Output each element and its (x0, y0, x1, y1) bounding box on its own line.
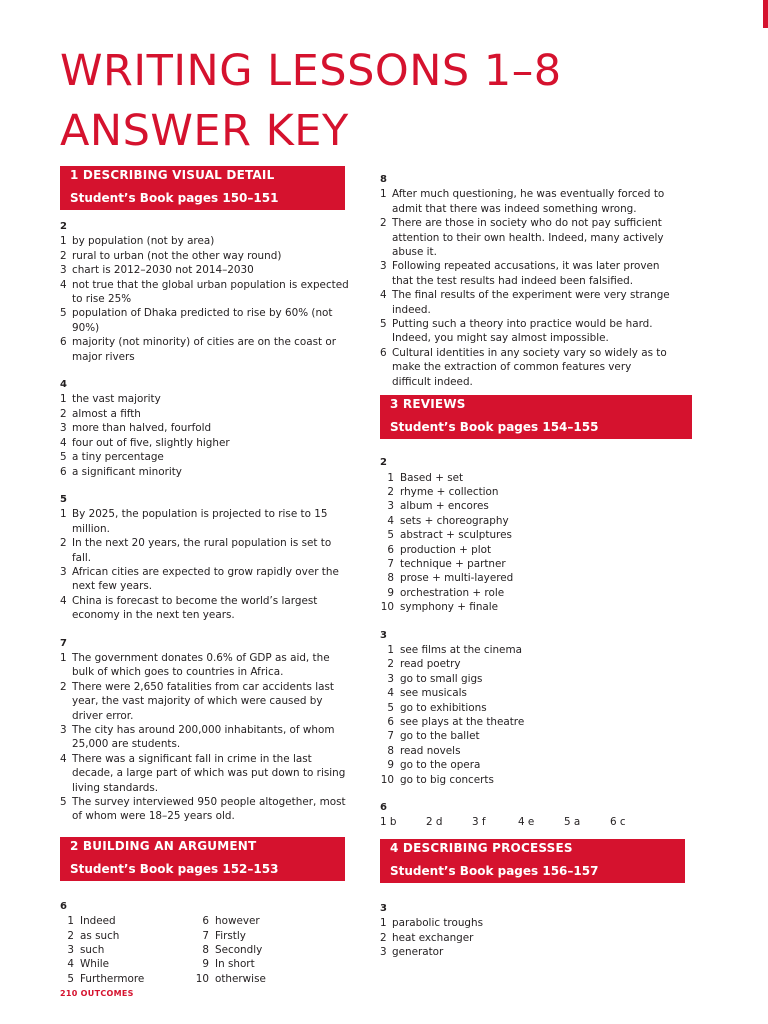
answer-number: 1 (387, 471, 394, 484)
answer-item (60, 680, 350, 723)
answer-item (60, 436, 350, 450)
answer-item (380, 758, 670, 772)
answer-number: 5 (67, 972, 74, 985)
answer-item (380, 514, 670, 528)
answer-text: go to exhibitions (400, 701, 487, 714)
answer-item (380, 715, 670, 729)
section-3-heading: 3 REVIEWS (390, 397, 466, 412)
answer-item (60, 929, 195, 943)
answer-text: orchestration + role (400, 586, 505, 599)
answer-list (60, 234, 350, 364)
answer-item (380, 216, 670, 259)
answer-item (60, 263, 350, 277)
answer-number: 5 (60, 307, 67, 320)
two-column-answers (60, 914, 350, 986)
answer-number: 3 (387, 500, 394, 513)
answer-item (60, 723, 350, 752)
answer-number: 4 (60, 594, 67, 607)
answer-text: rhyme + collection (400, 485, 499, 498)
answer-item (195, 972, 335, 986)
answer-text: By 2025, the population is projected to rise to 15 million. (72, 508, 328, 535)
page-edge-tab (763, 0, 768, 28)
answer-number: 6 (387, 543, 394, 556)
answer-number: 3 (60, 724, 67, 736)
answer-text: While (80, 958, 110, 971)
answer-text: Secondly (215, 944, 263, 957)
answer-number: 1 (67, 915, 74, 928)
answer-number: 5 (387, 701, 394, 714)
answer-item (60, 507, 350, 536)
answer-number: 1 (60, 651, 67, 664)
answer-text: Based + set (400, 471, 464, 484)
question-number: 6 (60, 900, 67, 912)
section-2-header (60, 837, 345, 881)
answer-item (380, 657, 670, 671)
question-number: 6 (380, 802, 387, 814)
answer-item (380, 346, 670, 389)
answer-item (380, 600, 670, 614)
answer-item (380, 672, 670, 686)
answer-text: generator (392, 946, 444, 959)
answer-item (380, 471, 670, 485)
answer-text: After much questioning, he was eventually forced to admit that there was indeed something wrong. (392, 188, 665, 215)
answer-text: such (80, 944, 105, 957)
answer-text: Following repeated accusations, it was later proven that the test results had indeed been falsified. (392, 260, 660, 287)
answer-item: 2 d (426, 816, 443, 829)
answer-item (380, 499, 670, 513)
answer-number: 4 (60, 436, 67, 449)
answer-number: 6 (60, 336, 67, 349)
answer-item (380, 557, 670, 571)
answer-number: 4 (60, 278, 67, 291)
answer-item (60, 795, 350, 824)
answer-text: go to the opera (400, 759, 481, 772)
answer-item (195, 943, 335, 957)
answer-item (60, 465, 350, 479)
answer-number: 4 (380, 289, 387, 302)
section-4-heading: 4 DESCRIBING PROCESSES (390, 840, 573, 855)
answer-item (60, 914, 195, 928)
answer-text: not true that the global urban population is expected to rise 25% (72, 278, 349, 306)
answer-number: 6 (387, 716, 394, 728)
answer-number: 10 (380, 773, 394, 786)
answer-number: 1 (60, 393, 67, 406)
answer-list (380, 187, 670, 389)
answer-item (380, 931, 670, 945)
answer-number: 9 (387, 586, 394, 599)
answer-text: population of Dhaka predicted to rise by 60% (not 90%) (72, 307, 333, 334)
answer-number: 4 (387, 514, 394, 527)
section-3-pages: Student’s Book pages 154–155 (390, 420, 599, 435)
question-number: 5 (60, 493, 67, 505)
answer-item (60, 407, 350, 421)
section-4-pages: Student’s Book pages 156–157 (390, 863, 599, 878)
answer-number: 2 (60, 680, 67, 693)
answer-text: China is forecast to become the world’s largest economy in the next ten years. (72, 594, 318, 622)
answer-item (195, 914, 335, 928)
answer-number: 5 (60, 796, 67, 809)
answer-number: 3 (67, 944, 74, 957)
answer-text: Indeed (80, 915, 116, 928)
answer-text: a significant minority (72, 465, 182, 478)
answer-item: 5 a (564, 816, 581, 829)
answer-text: Putting such a theory into practice would be hard. Indeed, you might say almost impossible. (392, 318, 653, 345)
answer-text: African cities are expected to grow rapidly over the next few years. (72, 565, 339, 593)
answer-text: sets + choreography (400, 514, 509, 527)
section-3-header (380, 395, 692, 439)
answer-text: four out of five, slightly higher (72, 436, 230, 449)
answer-text: There are those in society who do not pay sufficient attention to their own health. Indeed, many actively abuse it. (392, 217, 664, 259)
answer-number: 2 (380, 217, 387, 230)
answer-number: 5 (60, 451, 67, 464)
answer-number: 2 (380, 931, 387, 944)
answer-item (380, 485, 670, 499)
answer-text: parabolic troughs (392, 917, 483, 930)
answer-item: 1 b (380, 816, 397, 829)
answer-item (380, 571, 670, 585)
answer-item (380, 643, 670, 657)
answer-item (60, 536, 350, 565)
page-footer: 210 OUTCOMES (60, 989, 134, 998)
answer-text: by population (not by area) (72, 235, 215, 248)
answer-list (60, 392, 350, 478)
answer-text: symphony + finale (400, 601, 499, 614)
answer-item (380, 528, 670, 542)
answer-item (380, 916, 670, 930)
answer-number: 4 (387, 687, 394, 700)
answer-item (60, 565, 350, 594)
answer-number: 1 (380, 188, 387, 201)
answer-text: Cultural identities in any society vary so widely as to make the extraction of common features very difficult indeed. (392, 346, 667, 388)
answer-item (380, 259, 670, 288)
answer-number: 6 (60, 465, 67, 478)
answer-text: read novels (400, 744, 461, 757)
answer-text: a tiny percentage (72, 451, 164, 464)
answer-item (380, 701, 670, 715)
answer-item (60, 957, 195, 971)
answer-item (60, 278, 350, 307)
answer-list (195, 914, 335, 986)
answer-text: as such (80, 929, 120, 942)
answer-number: 3 (380, 260, 387, 273)
answer-number: 3 (60, 422, 67, 435)
answer-item (380, 543, 670, 557)
question-number: 2 (60, 221, 67, 232)
question-number: 2 (380, 457, 387, 469)
answer-number: 2 (60, 249, 67, 262)
answer-text: go to big concerts (400, 773, 494, 786)
answer-item (60, 421, 350, 435)
answer-text: majority (not minority) of cities are on the coast or major rivers (72, 336, 337, 363)
question-number: 3 (380, 902, 387, 914)
answer-text: see musicals (400, 687, 467, 700)
answer-item (380, 317, 670, 346)
answer-number: 1 (60, 235, 67, 248)
answer-text: chart is 2012–2030 not 2014–2030 (72, 264, 254, 277)
section-1-pages: Student’s Book pages 150–151 (70, 191, 279, 205)
answer-item (380, 773, 670, 787)
answer-number: 8 (202, 944, 209, 957)
answer-number: 7 (387, 730, 394, 743)
answer-item (60, 392, 350, 406)
answer-number: 7 (202, 929, 209, 942)
answer-item (60, 450, 350, 464)
answer-item (380, 288, 670, 317)
answer-number: 1 (380, 917, 387, 930)
answer-number: 2 (387, 485, 394, 498)
answer-text: see films at the cinema (400, 643, 522, 656)
answer-item (60, 249, 350, 263)
answer-text: heat exchanger (392, 931, 474, 944)
answer-number: 10 (380, 601, 394, 614)
section-4-header (380, 839, 685, 883)
answer-item (380, 187, 670, 216)
answer-number: 10 (195, 972, 209, 985)
section-2-pages: Student’s Book pages 152–153 (70, 861, 279, 876)
section-1-header (60, 166, 345, 210)
question-number: 4 (60, 379, 67, 391)
answer-text: more than halved, fourfold (72, 422, 212, 435)
answer-item: 3 f (472, 816, 486, 829)
answer-number: 2 (60, 407, 67, 420)
answer-text: go to the ballet (400, 730, 480, 743)
answer-text: In the next 20 years, the rural population is set to fall. (72, 537, 332, 564)
answer-number: 5 (380, 318, 387, 331)
answer-number: 2 (387, 658, 394, 671)
answer-item (60, 306, 350, 335)
answer-list (380, 916, 670, 959)
answer-item (60, 651, 350, 680)
answer-text: There was a significant fall in crime in the last decade, a large part of which was put down to rising living standards. (72, 752, 346, 794)
answer-number: 2 (67, 929, 74, 942)
answer-text: The final results of the experiment were very strange indeed. (392, 289, 670, 316)
answer-text: see plays at the theatre (400, 716, 525, 728)
answer-item: 6 c (610, 816, 626, 829)
left-column (60, 166, 350, 986)
answer-item (380, 945, 670, 959)
answer-item (195, 957, 335, 971)
section-2-heading: 2 BUILDING AN ARGUMENT (70, 838, 257, 853)
question-number: 7 (60, 637, 67, 649)
answer-text: read poetry (400, 658, 461, 671)
answer-item (60, 594, 350, 623)
answer-text: abstract + sculptures (400, 529, 512, 542)
answer-number: 1 (60, 508, 67, 521)
answer-number: 6 (202, 915, 209, 928)
answer-list (60, 914, 195, 986)
answer-number: 3 (380, 946, 387, 959)
answer-number: 6 (380, 346, 387, 359)
answer-item (60, 752, 350, 795)
answer-text: the vast majority (72, 393, 161, 406)
answer-text: The city has around 200,000 inhabitants, of whom 25,000 are students. (72, 724, 335, 751)
answer-item (60, 234, 350, 248)
answer-item: 4 e (518, 816, 535, 829)
answer-list (380, 471, 670, 615)
answer-item (60, 972, 195, 986)
answer-number: 1 (387, 643, 394, 656)
answer-row (380, 815, 670, 829)
answer-text: almost a fifth (72, 407, 141, 420)
answer-number: 3 (387, 672, 394, 685)
answer-number: 9 (202, 958, 209, 971)
right-column (380, 166, 670, 959)
answer-number: 4 (60, 752, 67, 765)
answer-number: 3 (60, 264, 67, 277)
answer-text: technique + partner (400, 557, 506, 570)
page-title-line2: ANSWER KEY (60, 106, 349, 156)
section-1-heading: 1 DESCRIBING VISUAL DETAIL (70, 168, 275, 182)
question-number: 3 (380, 629, 387, 641)
answer-number: 2 (60, 537, 67, 550)
answer-text: rural to urban (not the other way round) (72, 249, 282, 262)
answer-text: Firstly (215, 929, 246, 942)
answer-item (380, 729, 670, 743)
answer-item (60, 335, 350, 364)
answer-text: prose + multi-layered (400, 572, 514, 585)
answer-number: 8 (387, 744, 394, 757)
answer-number: 9 (387, 759, 394, 772)
answer-number: 4 (67, 958, 74, 971)
answer-number: 7 (387, 557, 394, 570)
answer-text: There were 2,650 fatalities from car accidents last year, the vast majority of which were caused by driver error. (72, 680, 334, 722)
answer-item (60, 943, 195, 957)
answer-item (380, 686, 670, 700)
answer-item (380, 744, 670, 758)
answer-text: Furthermore (80, 972, 145, 985)
page-title-line1: WRITING LESSONS 1–8 (60, 46, 562, 96)
answer-text: however (215, 915, 260, 928)
answer-text: The survey interviewed 950 people altogether, most of whom were 18–25 years old. (72, 796, 346, 823)
answer-item (195, 929, 335, 943)
answer-list (60, 507, 350, 622)
answer-text: go to small gigs (400, 672, 483, 685)
question-number: 8 (380, 174, 387, 185)
answer-text: otherwise (215, 972, 266, 985)
answer-text: production + plot (400, 543, 492, 556)
answer-list (60, 651, 350, 824)
answer-number: 5 (387, 529, 394, 542)
answer-item (380, 586, 670, 600)
answer-list (380, 643, 670, 787)
answer-text: In short (215, 958, 255, 971)
answer-number: 8 (387, 572, 394, 585)
answer-text: The government donates 0.6% of GDP as aid, the bulk of which goes to countries in Africa. (72, 651, 330, 679)
answer-number: 3 (60, 565, 67, 578)
answer-text: album + encores (400, 500, 489, 513)
